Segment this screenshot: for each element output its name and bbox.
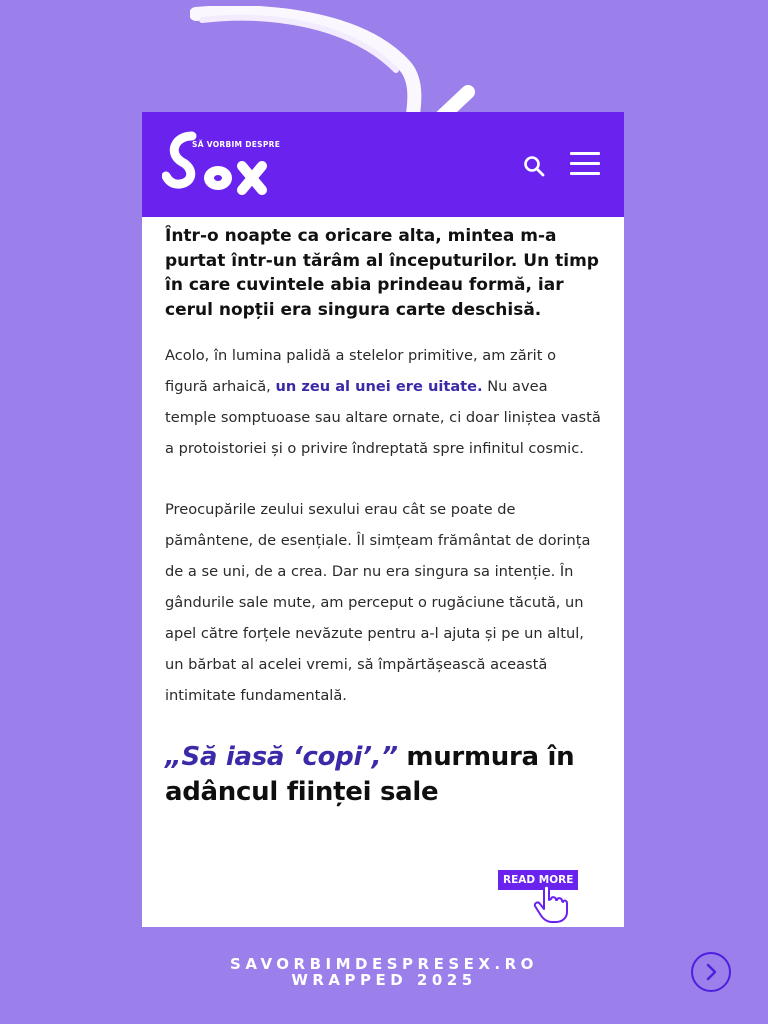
paragraph-text: Acolo, în lumina palidă a stelelor primitive, am zărit o figură arhaică, (165, 347, 556, 395)
hamburger-menu-icon-line (570, 172, 600, 175)
search-icon (522, 154, 548, 180)
mobile-article-screen (142, 112, 624, 927)
article-paragraph-2: Preocupările zeului sexului erau cât se poate de pământene, de esențiale. Îl simțeam frământat de dorința de a se uni, de a crea. Dar nu era singura sa intenție. În gândurile sale mute, am perceput o rugăciune tăcută, un apel către forțele nevăzute pentru a-l ajuta și pe un altul, un bărbat al acelei vremi, să împărtășească această intimitate fundamentală. (165, 501, 591, 704)
quote-highlight: „Să iasă ‘copi’,” (165, 742, 398, 772)
read-more-button[interactable]: READ MORE (498, 870, 578, 890)
highlighted-phrase: un zeu al unei ere uitate. (275, 378, 483, 395)
article-lead: Într-o noapte ca oricare alta, mintea m-a purtat într-un tărâm al începuturilor. Un timp în care cuvintele abia prindeau formă, iar cerul nopții era singura carte deschisă. (165, 226, 599, 320)
article-quote (165, 740, 602, 810)
pointing-hand-icon (532, 884, 568, 924)
logo-tagline: SĂ VORBIM DESPRE (192, 140, 281, 149)
next-slide-button[interactable] (691, 952, 731, 992)
quote-text: murmura în adâncul ființei sale (165, 742, 575, 807)
hamburger-menu-icon-line (570, 162, 600, 165)
hamburger-menu-icon (570, 152, 600, 155)
footer-caption (0, 956, 768, 988)
logo-wordmark-icon (162, 128, 292, 200)
paragraph-text: Nu avea temple somptuoase sau altare ornate, ci doar liniștea vastă a protoistoriei și o privire îndreptată spre infinitul cosmic. (165, 378, 601, 457)
site-header (142, 112, 624, 217)
site-logo[interactable] (162, 128, 292, 200)
menu-button[interactable] (570, 152, 600, 178)
article-paragraph-1 (165, 340, 602, 464)
chevron-right-icon (701, 962, 721, 982)
search-button[interactable] (522, 154, 548, 180)
footer-site-url: SAVORBIMDESPRESEX.RO (230, 955, 538, 973)
article-body (142, 217, 624, 810)
footer-subtitle: WRAPPED 2025 (291, 971, 477, 989)
